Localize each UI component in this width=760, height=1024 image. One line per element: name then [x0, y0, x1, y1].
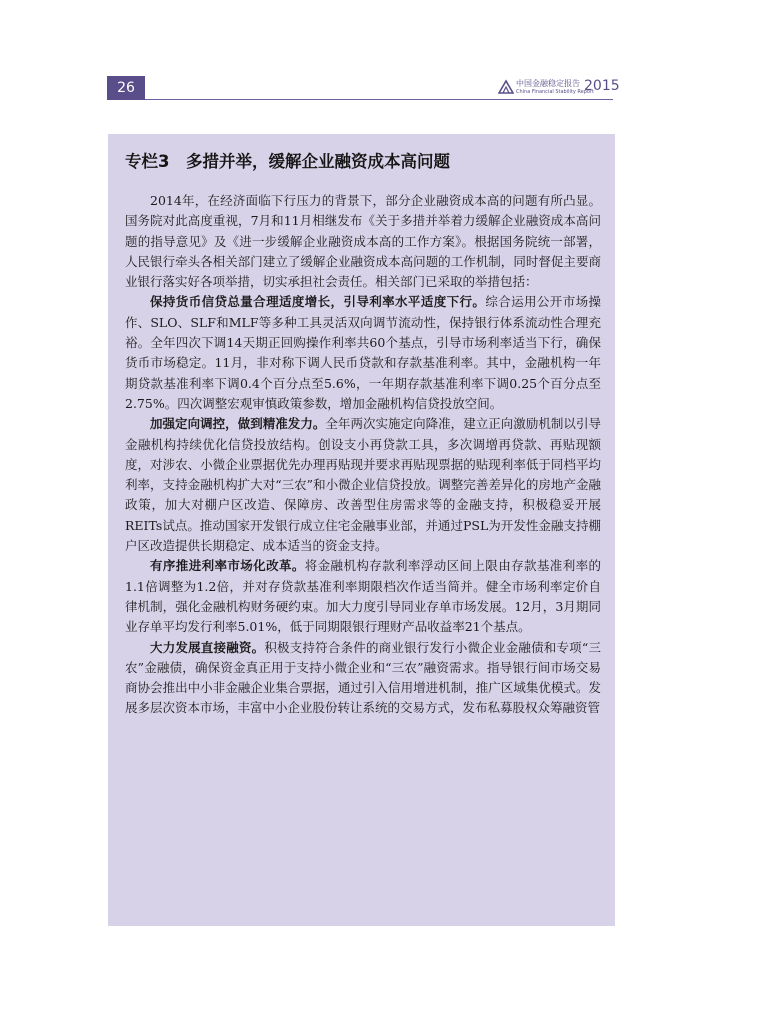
paragraph-intro [125, 191, 601, 292]
paragraph-lead: 有序推进利率市场化改革。 [150, 558, 305, 574]
page-number: 26 [107, 76, 145, 100]
report-title-cn: 中国金融稳定报告 [516, 79, 580, 88]
report-title-en: China Financial Stability Report [516, 89, 594, 95]
report-logo [498, 76, 620, 98]
report-logo-icon [498, 79, 514, 95]
paragraph-targeted-regulation [125, 414, 601, 556]
paragraph-text: 综合运用公开市场操作、SLO、SLF和MLF等多种工具灵活双向调节流动性，保持银行体系流动性合理充裕。全年四次下调14天期正回购操作利率共60个基点，引导市场利率适当下行，确保货币市场稳定。11月，非对称下调人民币贷款和存款基准利率。其中，金融机构一年期贷款基准利率下调0.4个百分点至5.6%，一年期存款基准利率下调0.25个百分点至2.75%。四次调整宏观审慎政策参数，增加金融机构信贷投放空间。 [125, 294, 601, 411]
paragraph-text: 将金融机构存款利率浮动区间上限由存款基准利率的1.1倍调整为1.2倍，并对存贷款基准利率期限档次作适当简并。健全市场利率定价自律机制，强化金融机构财务硬约束。加大力度引导同业存单市场发展。12月，3月期同业存单平均发行利率5.01%，低于同期限银行理财产品收益率21个基点。 [125, 558, 601, 635]
paragraph-text: 积极支持符合条件的商业银行发行小微企业金融债和专项“三农”金融债，确保资金真正用于支持小微企业和“三农”融资需求。指导银行间市场交易商协会推出中小非金融企业集合票据，通过引入信用增进机制，推广区域集优模式。发展多层次资本市场，丰富中小企业股份转让系统的交易方式，发布私募股权众筹融资管 [125, 639, 601, 716]
paragraph-lead: 保持货币信贷总量合理适度增长，引导利率水平适度下行。 [150, 294, 486, 310]
paragraph-direct-financing [125, 638, 601, 719]
box-title: 专栏3 多措并举，缓解企业融资成本高问题 [125, 152, 450, 171]
paragraph-monetary-credit [125, 292, 601, 414]
header-rule [145, 99, 613, 100]
paragraph-lead: 加强定向调控，做到精准发力。 [150, 416, 326, 432]
paragraph-text: 全年两次实施定向降准，建立正向激励机制以引导金融机构持续优化信贷投放结构。创设支小再贷款工具，多次调增再贷款、再贴现额度，对涉农、小微企业票据优先办理再贴现并要求再贴现票据的贴现利率低于同档平均利率，支持金融机构扩大对“三农”和小微企业信贷投放。调整完善差异化的房地产金融政策，加大对棚户区改造、保障房、改善型住房需求等的金融支持，积极稳妥开展REITs试点。推动国家开发银行成立住宅金融事业部，并通过PSL为开发性金融支持棚户区改造提供长期稳定、成本适当的资金支持。 [125, 416, 601, 554]
feature-box [108, 134, 615, 926]
paragraph-lead: 大力发展直接融资。 [150, 639, 265, 655]
paragraph-text: 2014年，在经济面临下行压力的背景下，部分企业融资成本高的问题有所凸显。国务院对此高度重视，7月和11月相继发布《关于多措并举着力缓解企业融资成本高问题的指导意见》及《进一步缓解企业融资成本高的工作方案》。根据国务院统一部署，人民银行牵头各相关部门建立了缓解企业融资成本高问题的工作机制，同时督促主要商业银行落实好各项举措，切实承担社会责任。相关部门已采取的举措包括： [125, 193, 601, 290]
paragraph-interest-rate-reform [125, 556, 601, 637]
report-year: 2015 [584, 78, 620, 94]
